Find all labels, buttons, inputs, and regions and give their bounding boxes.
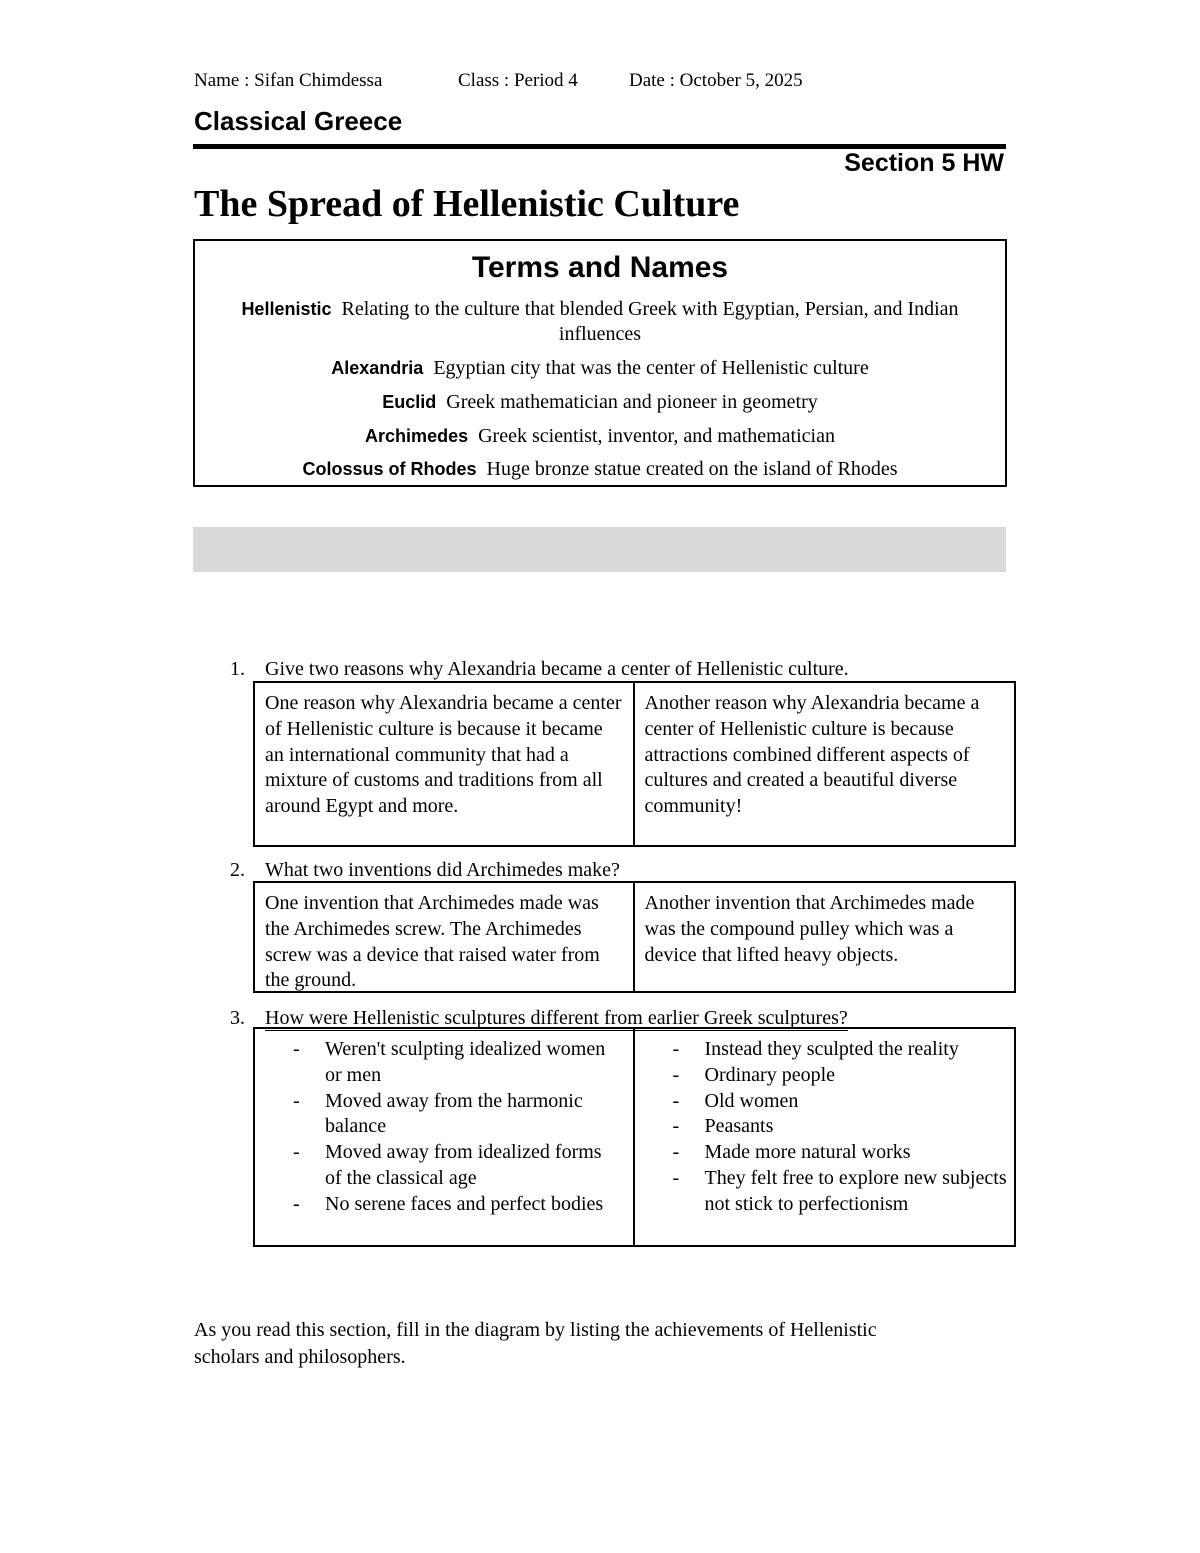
- bullet-dash: -: [672, 1063, 680, 1086]
- answer-cell-left[interactable]: One invention that Archimedes made was the Archimedes screw. The Archimedes screw was a device that raised water from the ground.: [255, 883, 635, 991]
- section-label: Section 5 HW: [844, 149, 1004, 177]
- diagram-placeholder-band: [193, 527, 1006, 572]
- list-item: - Moved away from the harmonic balance: [293, 1089, 583, 1138]
- page-title: The Spread of Hellenistic Culture: [194, 183, 740, 225]
- term-name: Colossus of Rhodes: [302, 459, 477, 479]
- bullet-dash: -: [672, 1115, 680, 1138]
- bullet-dash: -: [293, 1192, 300, 1215]
- class-period: Class : Period 4: [458, 70, 578, 91]
- term-definition: Huge bronze statue created on the island of Rhodes: [486, 458, 898, 480]
- question-text: What two inventions did Archimedes make?: [265, 859, 620, 881]
- bullet-dash: -: [672, 1166, 680, 1189]
- term-row: [215, 457, 985, 482]
- list-item: - Ordinary people: [635, 1063, 1009, 1089]
- list-item: - Made more natural works: [635, 1140, 1009, 1166]
- question-number: 3.: [230, 1007, 245, 1029]
- list-item: - Instead they sculpted the reality: [635, 1037, 1009, 1063]
- term-definition: Greek mathematician and pioneer in geometry: [446, 391, 818, 413]
- term-row: [215, 424, 985, 449]
- answer-table-1: [253, 681, 1016, 847]
- list-item: - They felt free to explore new subjects not stick to perfectionism: [672, 1166, 1007, 1215]
- list-item: - Weren't sculpting idealized women or men: [293, 1038, 606, 1086]
- term-row: [215, 356, 985, 381]
- term-row: [215, 390, 985, 415]
- terms-heading: Terms and Names: [471, 251, 729, 284]
- answer-cell-left[interactable]: [255, 1029, 635, 1245]
- term-name: Hellenistic: [241, 299, 332, 319]
- bullet-dash: -: [293, 1141, 300, 1164]
- bullet-dash: -: [672, 1089, 680, 1112]
- bullet-dash: -: [293, 1089, 300, 1112]
- course-title: Classical Greece: [194, 106, 403, 136]
- bullet-dash: -: [672, 1141, 680, 1164]
- term-name: Archimedes: [365, 426, 469, 446]
- question-text: How were Hellenistic sculptures different from earlier Greek sculptures?: [265, 1007, 848, 1029]
- date: Date : October 5, 2025: [629, 70, 803, 91]
- answer-cell-right[interactable]: Another invention that Archimedes made was the compound pulley which was a device that lifted heavy objects.: [644, 892, 975, 966]
- answer-table-2: [253, 881, 1016, 993]
- answer-cell-left[interactable]: One reason why Alexandria became a center of Hellenistic culture is because it became an international community that had a mixture of customs and traditions from all around Egypt and more.: [255, 683, 635, 845]
- answer-cell-right[interactable]: Another reason why Alexandria became a center of Hellenistic culture is because attractions combined different aspects of cultures and created a beautiful diverse community!: [644, 692, 980, 818]
- bullet-list-left: [255, 1037, 623, 1218]
- bullet-dash: -: [672, 1038, 680, 1060]
- question-number: 2.: [230, 859, 245, 881]
- term-definition: Egyptian city that was the center of Hellenistic culture: [433, 357, 869, 379]
- term-definition: Relating to the culture that blended Greek with Egyptian, Persian, and Indian influences: [341, 298, 959, 345]
- list-item: - Old women: [635, 1089, 1009, 1115]
- list-item: - No serene faces and perfect bodies: [255, 1192, 623, 1218]
- question-text: Give two reasons why Alexandria became a center of Hellenistic culture.: [265, 658, 849, 680]
- term-row: [215, 297, 985, 347]
- bullet-list-right: [635, 1037, 1009, 1218]
- list-item: - Peasants: [635, 1114, 1009, 1140]
- term-name: Euclid: [382, 392, 437, 412]
- answer-cell-right[interactable]: [635, 1029, 1015, 1245]
- terms-and-names-box: [193, 239, 1007, 487]
- student-name: Name : Sifan Chimdessa: [194, 70, 383, 91]
- answer-table-3: [253, 1027, 1016, 1247]
- bullet-dash: -: [293, 1038, 300, 1060]
- question-number: 1.: [230, 658, 245, 680]
- instructions-text: As you read this section, fill in the diagram by listing the achievements of Hellenistic scholars and philosophers.: [194, 1319, 877, 1368]
- list-item: - Moved away from idealized forms of the classical age: [293, 1141, 602, 1189]
- term-name: Alexandria: [331, 358, 424, 378]
- term-definition: Greek scientist, inventor, and mathematician: [478, 425, 835, 447]
